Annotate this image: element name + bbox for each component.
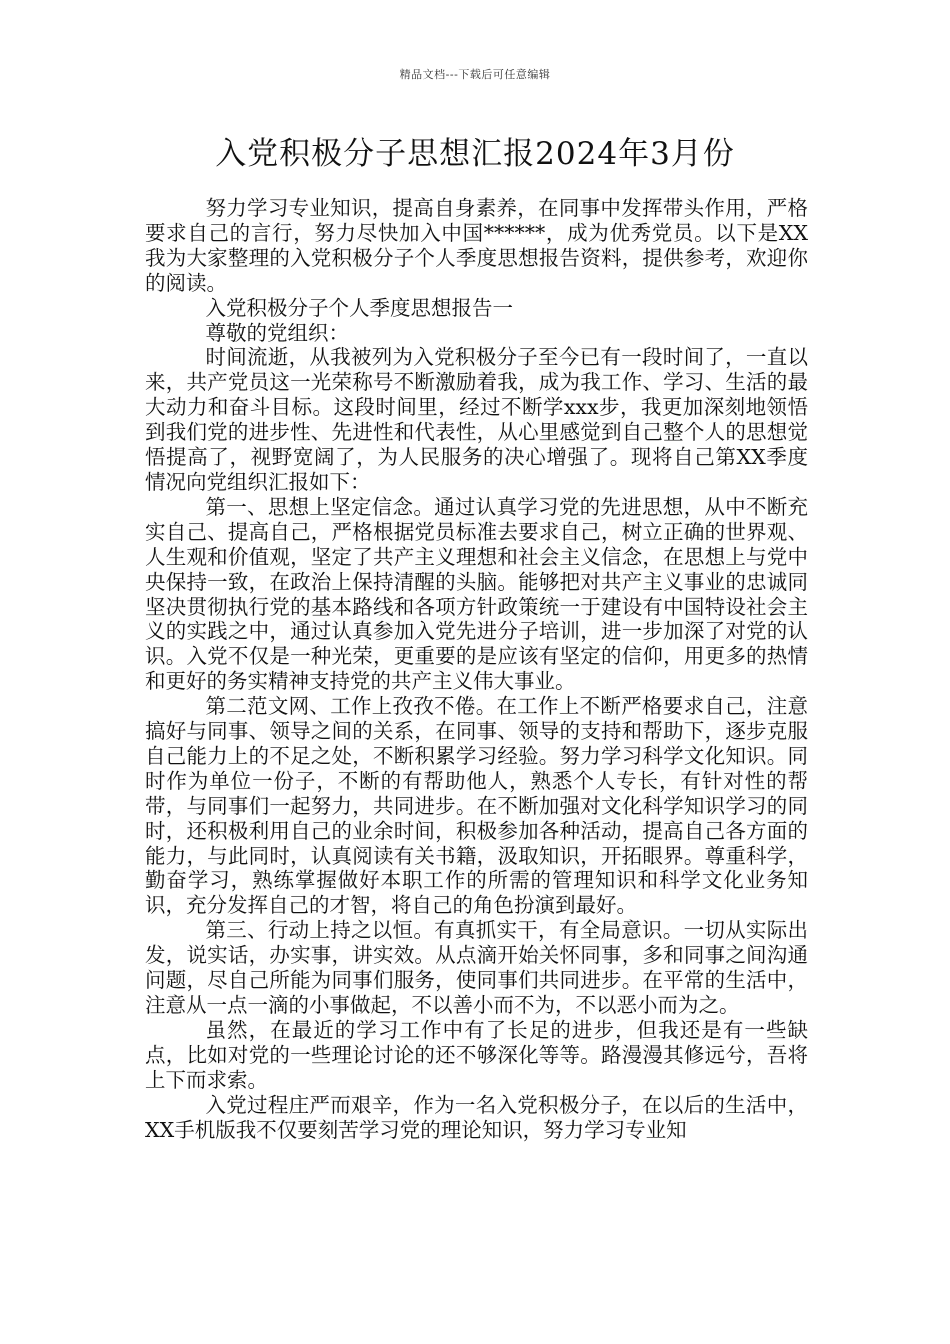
paragraph-point-one: 第一、思想上坚定信念。通过认真学习党的先进思想，从中不断充实自己、提高自己，严格根据党员标准去要求自己，树立正确的世界观、人生观和价值观，坚定了共产主义理想和社会主义信念，在思想上与党中央保持一致，在政治上保持清醒的头脑。能够把对共产主义事业的忠诚同坚决贯彻执行党的基本路线和各项方针政策统一于建设有中国特设社会主义的实践之中，通过认真参加入党先进分子培训，进一步加深了对党的认识。入党不仅是一种光荣，更重要的是应该有坚定的信仰，用更多的热情和更好的务实精神支持党的共产主义伟大事业。 (145, 494, 808, 694)
paragraph-intro: 努力学习专业知识，提高自身素养，在同事中发挥带头作用，严格要求自己的言行，努力尽快加入中国******，成为优秀党员。以下是XX我为大家整理的入党积极分子个人季度思想报告资料，提供参考，欢迎你的阅读。 (145, 196, 808, 295)
paragraph-point-three: 第三、行动上持之以恒。有真抓实干，有全局意识。一切从实际出发，说实话，办实事，讲实效。从点滴开始关怀同事，多和同事之间沟通问题，尽自己所能为同事们服务，使同事们共同进步。在平常的生活中，注意从一点一滴的小事做起，不以善小而不为，不以恶小而为之。 (145, 918, 808, 1017)
paragraph-salutation: 尊敬的党组织： (205, 320, 349, 345)
header-note: 精品文档---下载后可任意编辑 (399, 68, 551, 81)
paragraph-report-heading: 入党积极分子个人季度思想报告一 (205, 295, 513, 320)
document-body (145, 196, 808, 1142)
paragraph-overview: 时间流逝，从我被列为入党积极分子至今已有一段时间了，一直以来，共产党员这一光荣称号不断激励着我，成为我工作、学习、生活的最大动力和奋斗目标。这段时间里，经过不断学xxx步，我更加深刻地领悟到我们党的进步性、先进性和代表性，从心里感觉到自己整个人的思想觉悟提高了，视野宽阔了，为人民服务的决心增强了。现将自己第XX季度情况向党组织汇报如下： (145, 345, 808, 494)
paragraph-closing: 入党过程庄严而艰辛，作为一名入党积极分子，在以后的生活中，XX手机版我不仅要刻苦学习党的理论知识，努力学习专业知 (145, 1092, 808, 1142)
paragraph-point-two: 第二范文网、工作上孜孜不倦。在工作上不断严格要求自己，注意搞好与同事、领导之间的关系，在同事、领导的支持和帮助下，逐步克服自己能力上的不足之处，不断积累学习经验。努力学习科学文化知识。同时作为单位一份子，不断的有帮助他人，熟悉个人专长，有针对性的帮带，与同事们一起努力，共同进步。在不断加强对文化科学知识学习的同时，还积极利用自己的业余时间，积极参加各种活动，提高自己各方面的能力，与此同时，认真阅读有关书籍，汲取知识，开拓眼界。尊重科学，勤奋学习，熟练掌握做好本职工作的所需的管理知识和科学文化业务知识，充分发挥自己的才智，将自己的角色扮演到最好。 (145, 694, 808, 918)
document-title: 入党积极分子思想汇报2024年3月份 (215, 136, 735, 172)
paragraph-shortcomings: 虽然，在最近的学习工作中有了长足的进步，但我还是有一些缺点，比如对党的一些理论讨论的还不够深化等等。路漫漫其修远兮，吾将上下而求索。 (145, 1017, 808, 1092)
